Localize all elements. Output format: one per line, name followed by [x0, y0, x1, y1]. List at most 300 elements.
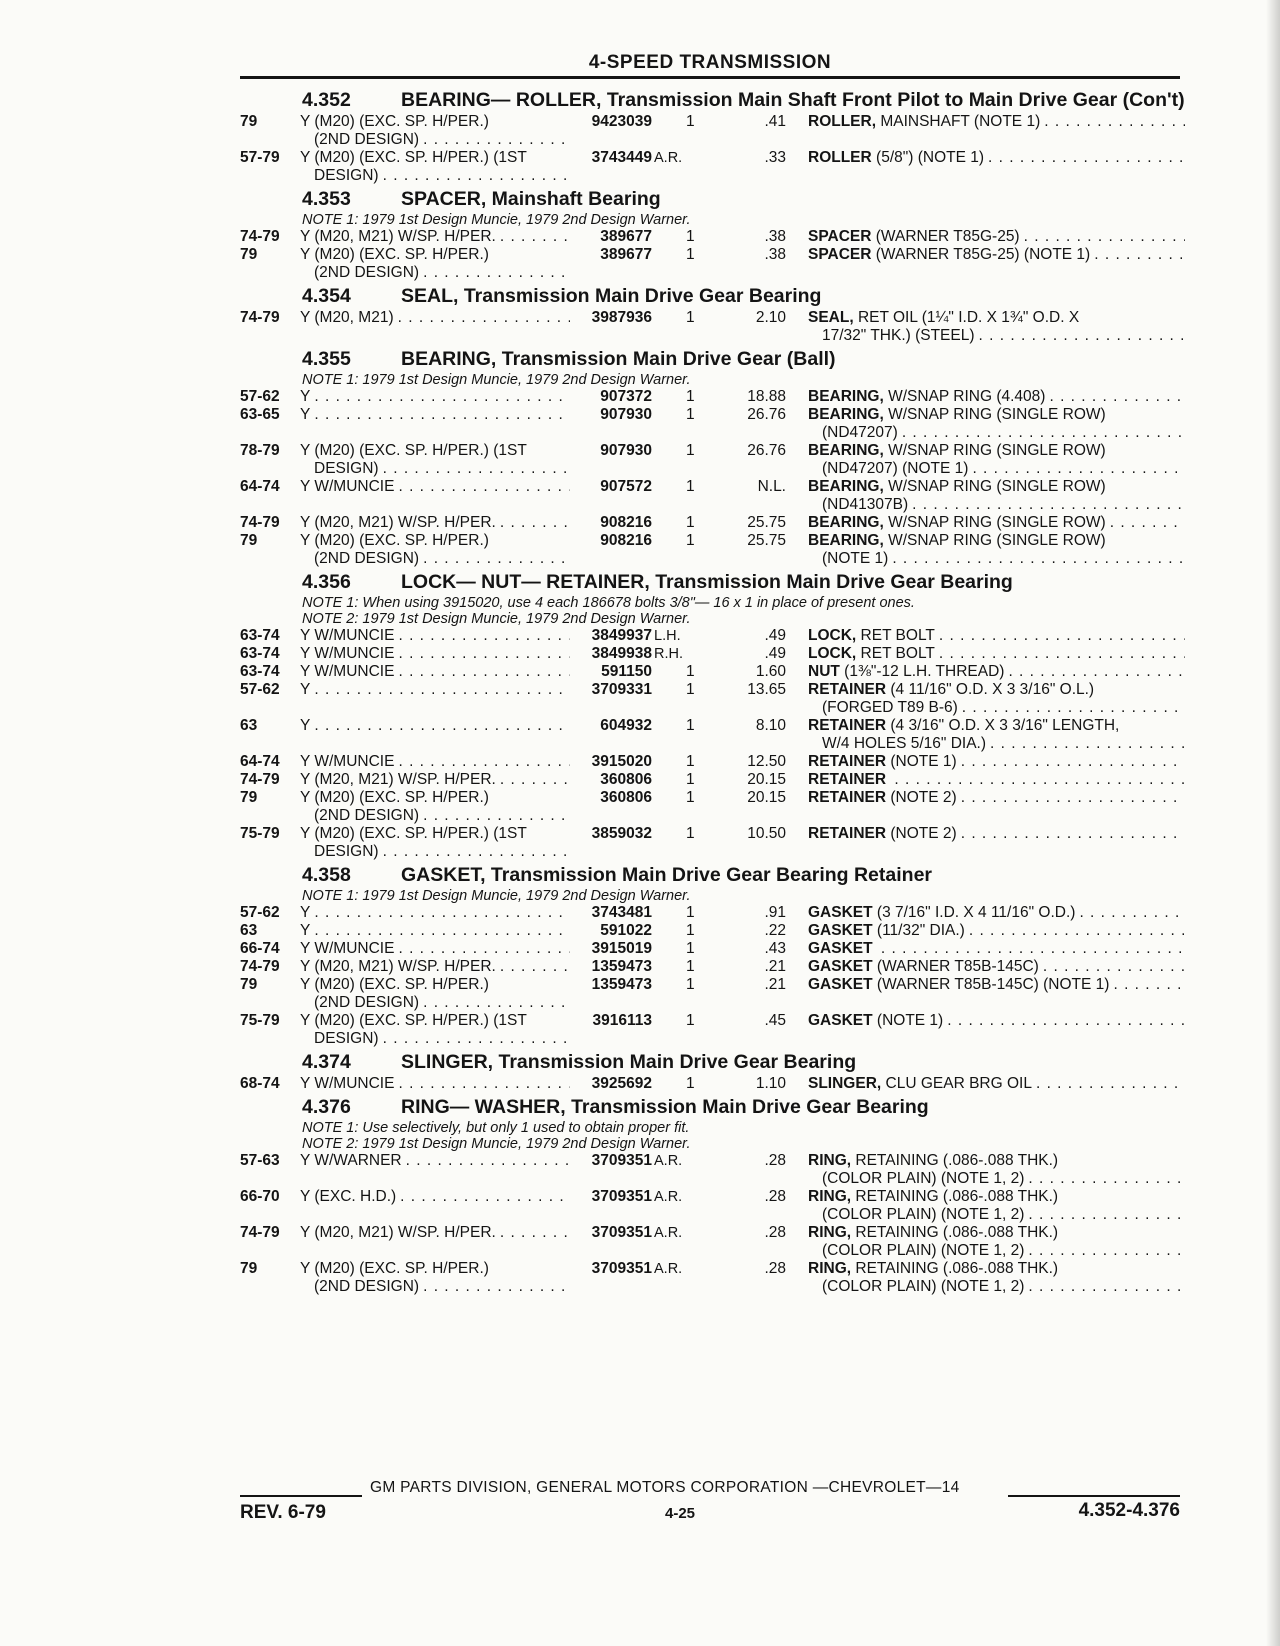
- part-number: 3709331: [591, 681, 652, 698]
- price: 20.15: [747, 771, 786, 788]
- leader-dots: [877, 940, 1185, 958]
- footer-page-number: 4-25: [664, 1505, 696, 1522]
- part-name-text: (WARNER T85G-25): [875, 228, 1020, 245]
- part-name-text: (WARNER T85B-145C): [876, 958, 1039, 975]
- part-name: [786, 1152, 1185, 1188]
- section-title: SPACER, Mainshaft Bearing: [401, 188, 661, 210]
- table-row: [240, 406, 1185, 442]
- catalog-section: [240, 1048, 1185, 1093]
- description-text: (2ND DESIGN): [314, 994, 420, 1011]
- description-line: [300, 753, 570, 771]
- part-number: 907572: [600, 478, 652, 495]
- table-row: [240, 958, 1185, 976]
- model-years: 74-79: [240, 1224, 280, 1241]
- leader-dots: [394, 645, 570, 663]
- description-line: [300, 1152, 570, 1170]
- part-name: [786, 940, 1185, 958]
- part-name-text: (1⅜"-12 L.H. THREAD): [844, 663, 1005, 680]
- application-description: [300, 663, 570, 681]
- application-description: [300, 228, 570, 246]
- part-name-keyword: BEARING,: [808, 442, 884, 459]
- part-number: 3925692: [591, 1075, 652, 1092]
- part-name-keyword: GASKET: [808, 958, 873, 975]
- part-suffix: A.R.: [654, 1225, 683, 1241]
- model-years: 57-62: [240, 904, 280, 921]
- leader-dots: [394, 309, 570, 327]
- part-name-line: [808, 717, 1185, 735]
- part-name: [786, 1224, 1185, 1260]
- description-line: [300, 1260, 570, 1278]
- price: 25.75: [747, 514, 786, 531]
- part-name-line: [808, 1260, 1185, 1278]
- description-line: [300, 309, 570, 327]
- model-years: 63-74: [240, 645, 280, 662]
- part-name-keyword: ROLLER: [808, 149, 872, 166]
- table-row: [240, 1224, 1185, 1260]
- model-years: 63: [240, 922, 258, 939]
- application-description: [300, 1152, 570, 1188]
- table-row: [240, 940, 1185, 958]
- part-name-keyword: SPACER: [808, 246, 872, 263]
- section-title: SLINGER, Transmission Main Drive Gear Bearing: [401, 1051, 857, 1073]
- quantity: 1: [686, 976, 695, 993]
- part-name-line: [808, 699, 1185, 717]
- leader-dots: [890, 771, 1185, 789]
- part-name: [786, 1260, 1185, 1296]
- leader-dots: [379, 1030, 570, 1048]
- part-name-keyword: RING,: [808, 1152, 852, 1169]
- leader-dots: [1075, 904, 1185, 922]
- part-name-text: (4 3/16" O.D. X 3 3/16" LENGTH,: [890, 717, 1120, 734]
- part-name: [786, 958, 1185, 976]
- section-title: SEAL, Transmission Main Drive Gear Bearing: [401, 285, 822, 307]
- application-description: [300, 149, 570, 185]
- leader-dots: [419, 1278, 570, 1296]
- quantity: 1: [686, 922, 695, 939]
- part-name-keyword: GASKET: [808, 940, 873, 957]
- price: .45: [764, 1012, 786, 1029]
- part-number: 3743481: [591, 904, 652, 921]
- part-suffix: [652, 442, 686, 478]
- part-suffix: [652, 1012, 686, 1048]
- part-name-keyword: RETAINER: [808, 771, 887, 788]
- table-row: [240, 976, 1185, 1012]
- part-name: [786, 1188, 1185, 1224]
- description-text: Y (EXC. H.D.): [300, 1188, 397, 1205]
- table-row: [240, 442, 1185, 478]
- price: 26.76: [747, 442, 786, 459]
- description-text: Y: [300, 406, 311, 423]
- price: .43: [764, 940, 786, 957]
- price: .22: [764, 922, 786, 939]
- leader-dots: [396, 1188, 570, 1206]
- part-suffix: [652, 309, 686, 345]
- table-row: [240, 771, 1185, 789]
- price: .21: [764, 976, 786, 993]
- description-text: Y (M20) (EXC. SP. H/PER.): [300, 976, 489, 993]
- part-name: [786, 1075, 1185, 1093]
- description-text: Y W/MUNCIE: [300, 663, 395, 680]
- part-name: [786, 406, 1185, 442]
- leader-dots: [935, 645, 1185, 663]
- part-name-keyword: SLINGER,: [808, 1075, 882, 1092]
- leader-dots: [379, 843, 570, 861]
- description-text: DESIGN): [314, 167, 379, 184]
- leader-dots: [402, 1152, 570, 1170]
- description-line: [300, 627, 570, 645]
- footer-rule-right: [1008, 1495, 1180, 1497]
- application-description: [300, 940, 570, 958]
- part-name-line: [808, 442, 1185, 460]
- description-text: Y (M20, M21) W/SP. H/PER.: [300, 958, 496, 975]
- part-name-text: W/4 HOLES 5/16" DIA.): [822, 735, 986, 752]
- table-row: [240, 645, 1185, 663]
- part-name: [786, 532, 1185, 568]
- part-name: [786, 753, 1185, 771]
- quantity: 1: [686, 246, 695, 263]
- description-text: Y (M20) (EXC. SP. H/PER.) (1ST: [300, 442, 527, 459]
- description-line: [300, 645, 570, 663]
- part-name-text: (5/8") (NOTE 1): [876, 149, 985, 166]
- table-row: [240, 246, 1185, 282]
- quantity: 1: [686, 771, 695, 788]
- part-suffix: [652, 113, 686, 149]
- part-name-keyword: RING,: [808, 1224, 852, 1241]
- part-name-text: W/SNAP RING (4.408): [888, 388, 1046, 405]
- part-suffix: [652, 976, 686, 1012]
- part-name-line: [808, 735, 1185, 753]
- quantity: 1: [686, 958, 695, 975]
- description-line: [300, 388, 570, 406]
- part-number: 3709351: [591, 1260, 652, 1277]
- description-line: [300, 1188, 570, 1206]
- part-name-keyword: GASKET: [808, 976, 873, 993]
- description-text: (2ND DESIGN): [314, 807, 420, 824]
- description-line: [300, 771, 570, 789]
- part-number: 604932: [600, 717, 652, 734]
- part-name-keyword: GASKET: [808, 904, 873, 921]
- price: 2.10: [755, 309, 786, 326]
- part-name-line: [808, 388, 1185, 406]
- table-row: [240, 904, 1185, 922]
- part-name-text: MAINSHAFT (NOTE 1): [880, 113, 1041, 130]
- model-years: 63-74: [240, 663, 280, 680]
- leader-dots: [965, 922, 1185, 940]
- part-name-keyword: RETAINER: [808, 717, 887, 734]
- quantity: 1: [686, 1075, 695, 1092]
- model-years: 75-79: [240, 1012, 280, 1029]
- part-name: [786, 789, 1185, 825]
- part-name-text: (FORGED T89 B-6): [822, 699, 958, 716]
- leader-dots: [419, 807, 570, 825]
- price: .33: [764, 149, 786, 166]
- model-years: 78-79: [240, 442, 280, 459]
- part-name-text: RET OIL (1¼" I.D. X 1¾" O.D. X: [857, 309, 1080, 326]
- part-suffix: [652, 228, 686, 246]
- part-name-line: [808, 789, 1185, 807]
- application-description: [300, 388, 570, 406]
- leader-dots: [310, 717, 570, 735]
- leader-dots: [1109, 976, 1185, 994]
- leader-dots: [975, 327, 1185, 345]
- description-text: Y: [300, 388, 311, 405]
- section-number: 4.358: [302, 864, 351, 886]
- part-name: [786, 904, 1185, 922]
- application-description: [300, 442, 570, 478]
- leader-dots: [310, 681, 570, 699]
- part-name-text: (WARNER T85B-145C) (NOTE 1): [876, 976, 1110, 993]
- table-row: [240, 478, 1185, 514]
- part-name: [786, 478, 1185, 514]
- part-suffix: [652, 388, 686, 406]
- part-name-line: [808, 113, 1185, 131]
- quantity: 1: [686, 532, 695, 549]
- application-description: [300, 717, 570, 753]
- part-suffix: [652, 406, 686, 442]
- section-note: NOTE 1: 1979 1st Design Muncie, 1979 2nd Design Warner.: [302, 888, 691, 904]
- quantity: 1: [686, 825, 695, 842]
- description-line: [300, 976, 570, 994]
- table-row: [240, 753, 1185, 771]
- part-name: [786, 246, 1185, 282]
- part-name-line: [808, 681, 1185, 699]
- section-heading: [240, 861, 1185, 888]
- description-text: Y (M20) (EXC. SP. H/PER.) (1ST: [300, 1012, 527, 1029]
- footer-section-range: 4.352-4.376: [1078, 1500, 1180, 1521]
- part-name-keyword: SEAL,: [808, 309, 854, 326]
- model-years: 79: [240, 532, 258, 549]
- scan-edge-shadow: [1266, 0, 1280, 1646]
- part-name: [786, 309, 1185, 345]
- description-text: Y (M20, M21) W/SP. H/PER.: [300, 771, 496, 788]
- description-line: [300, 807, 570, 825]
- leader-dots: [419, 550, 570, 568]
- table-row: [240, 309, 1185, 345]
- quantity: [686, 627, 708, 645]
- part-name-line: [808, 1075, 1185, 1093]
- part-name-text: (NOTE 2): [890, 789, 957, 806]
- part-suffix: [652, 246, 686, 282]
- leader-dots: [1024, 1278, 1185, 1296]
- description-text: Y W/MUNCIE: [300, 645, 395, 662]
- catalog-section: [240, 568, 1185, 861]
- quantity: 1: [686, 789, 695, 806]
- part-name-text: (NOTE 1): [822, 550, 889, 567]
- leader-dots: [1106, 514, 1185, 532]
- table-row: [240, 825, 1185, 861]
- part-name-text: RETAINING (.086-.088 THK.): [855, 1260, 1059, 1277]
- section-note: NOTE 1: 1979 1st Design Muncie, 1979 2nd Design Warner.: [302, 212, 691, 228]
- application-description: [300, 789, 570, 825]
- leader-dots: [310, 388, 570, 406]
- application-description: [300, 1224, 570, 1260]
- price: .28: [764, 1260, 786, 1277]
- part-name-keyword: ROLLER,: [808, 113, 877, 130]
- part-number: 3709351: [591, 1188, 652, 1205]
- price: .28: [764, 1188, 786, 1205]
- section-note: NOTE 2: 1979 1st Design Muncie, 1979 2nd Design Warner.: [302, 611, 691, 627]
- section-heading: [240, 282, 1185, 309]
- model-years: 74-79: [240, 771, 280, 788]
- part-number: 907930: [600, 406, 652, 423]
- part-suffix: [652, 717, 686, 753]
- part-suffix: [652, 771, 686, 789]
- description-text: DESIGN): [314, 843, 379, 860]
- price: .28: [764, 1152, 786, 1169]
- part-name-text: (3 7/16" I.D. X 4 11/16" O.D.): [876, 904, 1076, 921]
- title-rule: [240, 76, 1180, 79]
- leader-dots: [935, 627, 1185, 645]
- part-name-line: [808, 940, 1185, 958]
- table-row: [240, 1075, 1185, 1093]
- part-number: 908216: [600, 532, 652, 549]
- description-text: Y (M20) (EXC. SP. H/PER.): [300, 246, 489, 263]
- part-name-line: [808, 1242, 1185, 1260]
- part-name: [786, 825, 1185, 861]
- part-name: [786, 228, 1185, 246]
- leader-dots: [898, 424, 1185, 442]
- leader-dots: [394, 940, 570, 958]
- part-suffix: [652, 904, 686, 922]
- leader-dots: [908, 496, 1185, 514]
- description-line: [300, 958, 570, 976]
- description-line: [300, 1075, 570, 1093]
- part-number: 3916113: [592, 1012, 652, 1029]
- part-name-line: [808, 478, 1185, 496]
- description-line: [300, 994, 570, 1012]
- description-text: (2ND DESIGN): [314, 550, 420, 567]
- part-name-line: [808, 496, 1185, 514]
- part-number: 1359473: [591, 976, 652, 993]
- section-title: LOCK— NUT— RETAINER, Transmission Main Drive Gear Bearing: [401, 571, 1013, 593]
- part-name-keyword: GASKET: [808, 1012, 873, 1029]
- part-name-line: [808, 532, 1185, 550]
- leader-dots: [943, 1012, 1185, 1030]
- table-row: [240, 113, 1185, 149]
- model-years: 66-74: [240, 940, 280, 957]
- description-line: [300, 1278, 570, 1296]
- part-name: [786, 922, 1185, 940]
- model-years: 63: [240, 717, 258, 734]
- description-text: Y (M20) (EXC. SP. H/PER.) (1ST: [300, 149, 527, 166]
- leader-dots: [419, 994, 570, 1012]
- section-note: NOTE 1: Use selectively, but only 1 used to obtain proper fit.: [302, 1120, 690, 1136]
- part-name-line: [808, 1224, 1185, 1242]
- part-number: 3987936: [591, 309, 652, 326]
- application-description: [300, 1260, 570, 1296]
- description-text: Y (M20, M21) W/SP. H/PER.: [300, 228, 496, 245]
- part-name-line: [808, 1012, 1185, 1030]
- section-title: GASKET, Transmission Main Drive Gear Bearing Retainer: [401, 864, 933, 886]
- description-text: (2ND DESIGN): [314, 264, 420, 281]
- quantity: [686, 1188, 708, 1224]
- leader-dots: [496, 514, 570, 532]
- model-years: 57-62: [240, 681, 280, 698]
- part-suffix: [652, 958, 686, 976]
- leader-dots: [957, 789, 1185, 807]
- application-description: [300, 1012, 570, 1048]
- part-name-keyword: RETAINER: [808, 789, 887, 806]
- part-name-text: (11/32" DIA.): [876, 922, 965, 939]
- model-years: 66-70: [240, 1188, 280, 1205]
- application-description: [300, 406, 570, 442]
- description-text: Y (M20, M21) W/SP. H/PER.: [300, 514, 496, 531]
- model-years: 57-79: [240, 149, 280, 166]
- description-text: Y W/MUNCIE: [300, 478, 395, 495]
- application-description: [300, 771, 570, 789]
- part-name-text: (COLOR PLAIN) (NOTE 1, 2): [822, 1242, 1025, 1259]
- model-years: 64-74: [240, 753, 280, 770]
- quantity: 1: [686, 681, 695, 698]
- part-name-text: W/SNAP RING (SINGLE ROW): [888, 514, 1106, 531]
- section-heading: [240, 568, 1185, 595]
- part-name-keyword: RETAINER: [808, 753, 887, 770]
- part-name-keyword: RING,: [808, 1188, 852, 1205]
- part-name-text: W/SNAP RING (SINGLE ROW): [888, 532, 1106, 549]
- part-number: 591150: [601, 663, 652, 680]
- table-row: [240, 1188, 1185, 1224]
- table-row: [240, 228, 1185, 246]
- section-title: RING— WASHER, Transmission Main Drive Gear Bearing: [401, 1096, 929, 1118]
- leader-dots: [1045, 388, 1185, 406]
- leader-dots: [379, 460, 570, 478]
- section-note: NOTE 1: When using 3915020, use 4 each 186678 bolts 3/8"— 16 x 1 in place of present ones.: [302, 595, 915, 611]
- section-number: 4.356: [302, 571, 351, 593]
- section-heading: [240, 185, 1185, 212]
- quantity: [686, 645, 708, 663]
- quantity: 1: [686, 717, 695, 734]
- price: 1.60: [755, 663, 786, 680]
- part-name-keyword: NUT: [808, 663, 840, 680]
- part-name-line: [808, 228, 1185, 246]
- model-years: 74-79: [240, 958, 280, 975]
- part-suffix: [652, 940, 686, 958]
- catalog-section: [240, 345, 1185, 568]
- part-name-line: [808, 246, 1185, 264]
- part-number: 3743449: [591, 149, 652, 166]
- leader-dots: [968, 460, 1185, 478]
- part-name-line: [808, 424, 1185, 442]
- part-name-line: [808, 663, 1185, 681]
- description-line: [300, 1224, 570, 1242]
- part-number: 907930: [600, 442, 652, 459]
- quantity: 1: [686, 309, 695, 326]
- part-number: 3915019: [591, 940, 652, 957]
- quantity: 1: [686, 228, 695, 245]
- catalog-section: [240, 861, 1185, 1048]
- part-name-text: (ND47207): [822, 424, 898, 441]
- description-text: (2ND DESIGN): [314, 1278, 420, 1295]
- description-line: [300, 113, 570, 131]
- description-text: Y: [300, 717, 311, 734]
- price: .21: [764, 958, 786, 975]
- footer-revision: REV. 6-79: [240, 1502, 326, 1523]
- leader-dots: [394, 663, 570, 681]
- description-line: [300, 149, 570, 167]
- application-description: [300, 246, 570, 282]
- description-line: [300, 478, 570, 496]
- description-line: [300, 167, 570, 185]
- part-name-text: (NOTE 1): [890, 753, 957, 770]
- price: 1.10: [755, 1075, 786, 1092]
- description-line: [300, 922, 570, 940]
- part-suffix: [652, 825, 686, 861]
- model-years: 74-79: [240, 228, 280, 245]
- part-name-keyword: BEARING,: [808, 514, 884, 531]
- part-name-line: [808, 327, 1185, 345]
- part-name-keyword: BEARING,: [808, 478, 884, 495]
- table-row: [240, 1260, 1185, 1296]
